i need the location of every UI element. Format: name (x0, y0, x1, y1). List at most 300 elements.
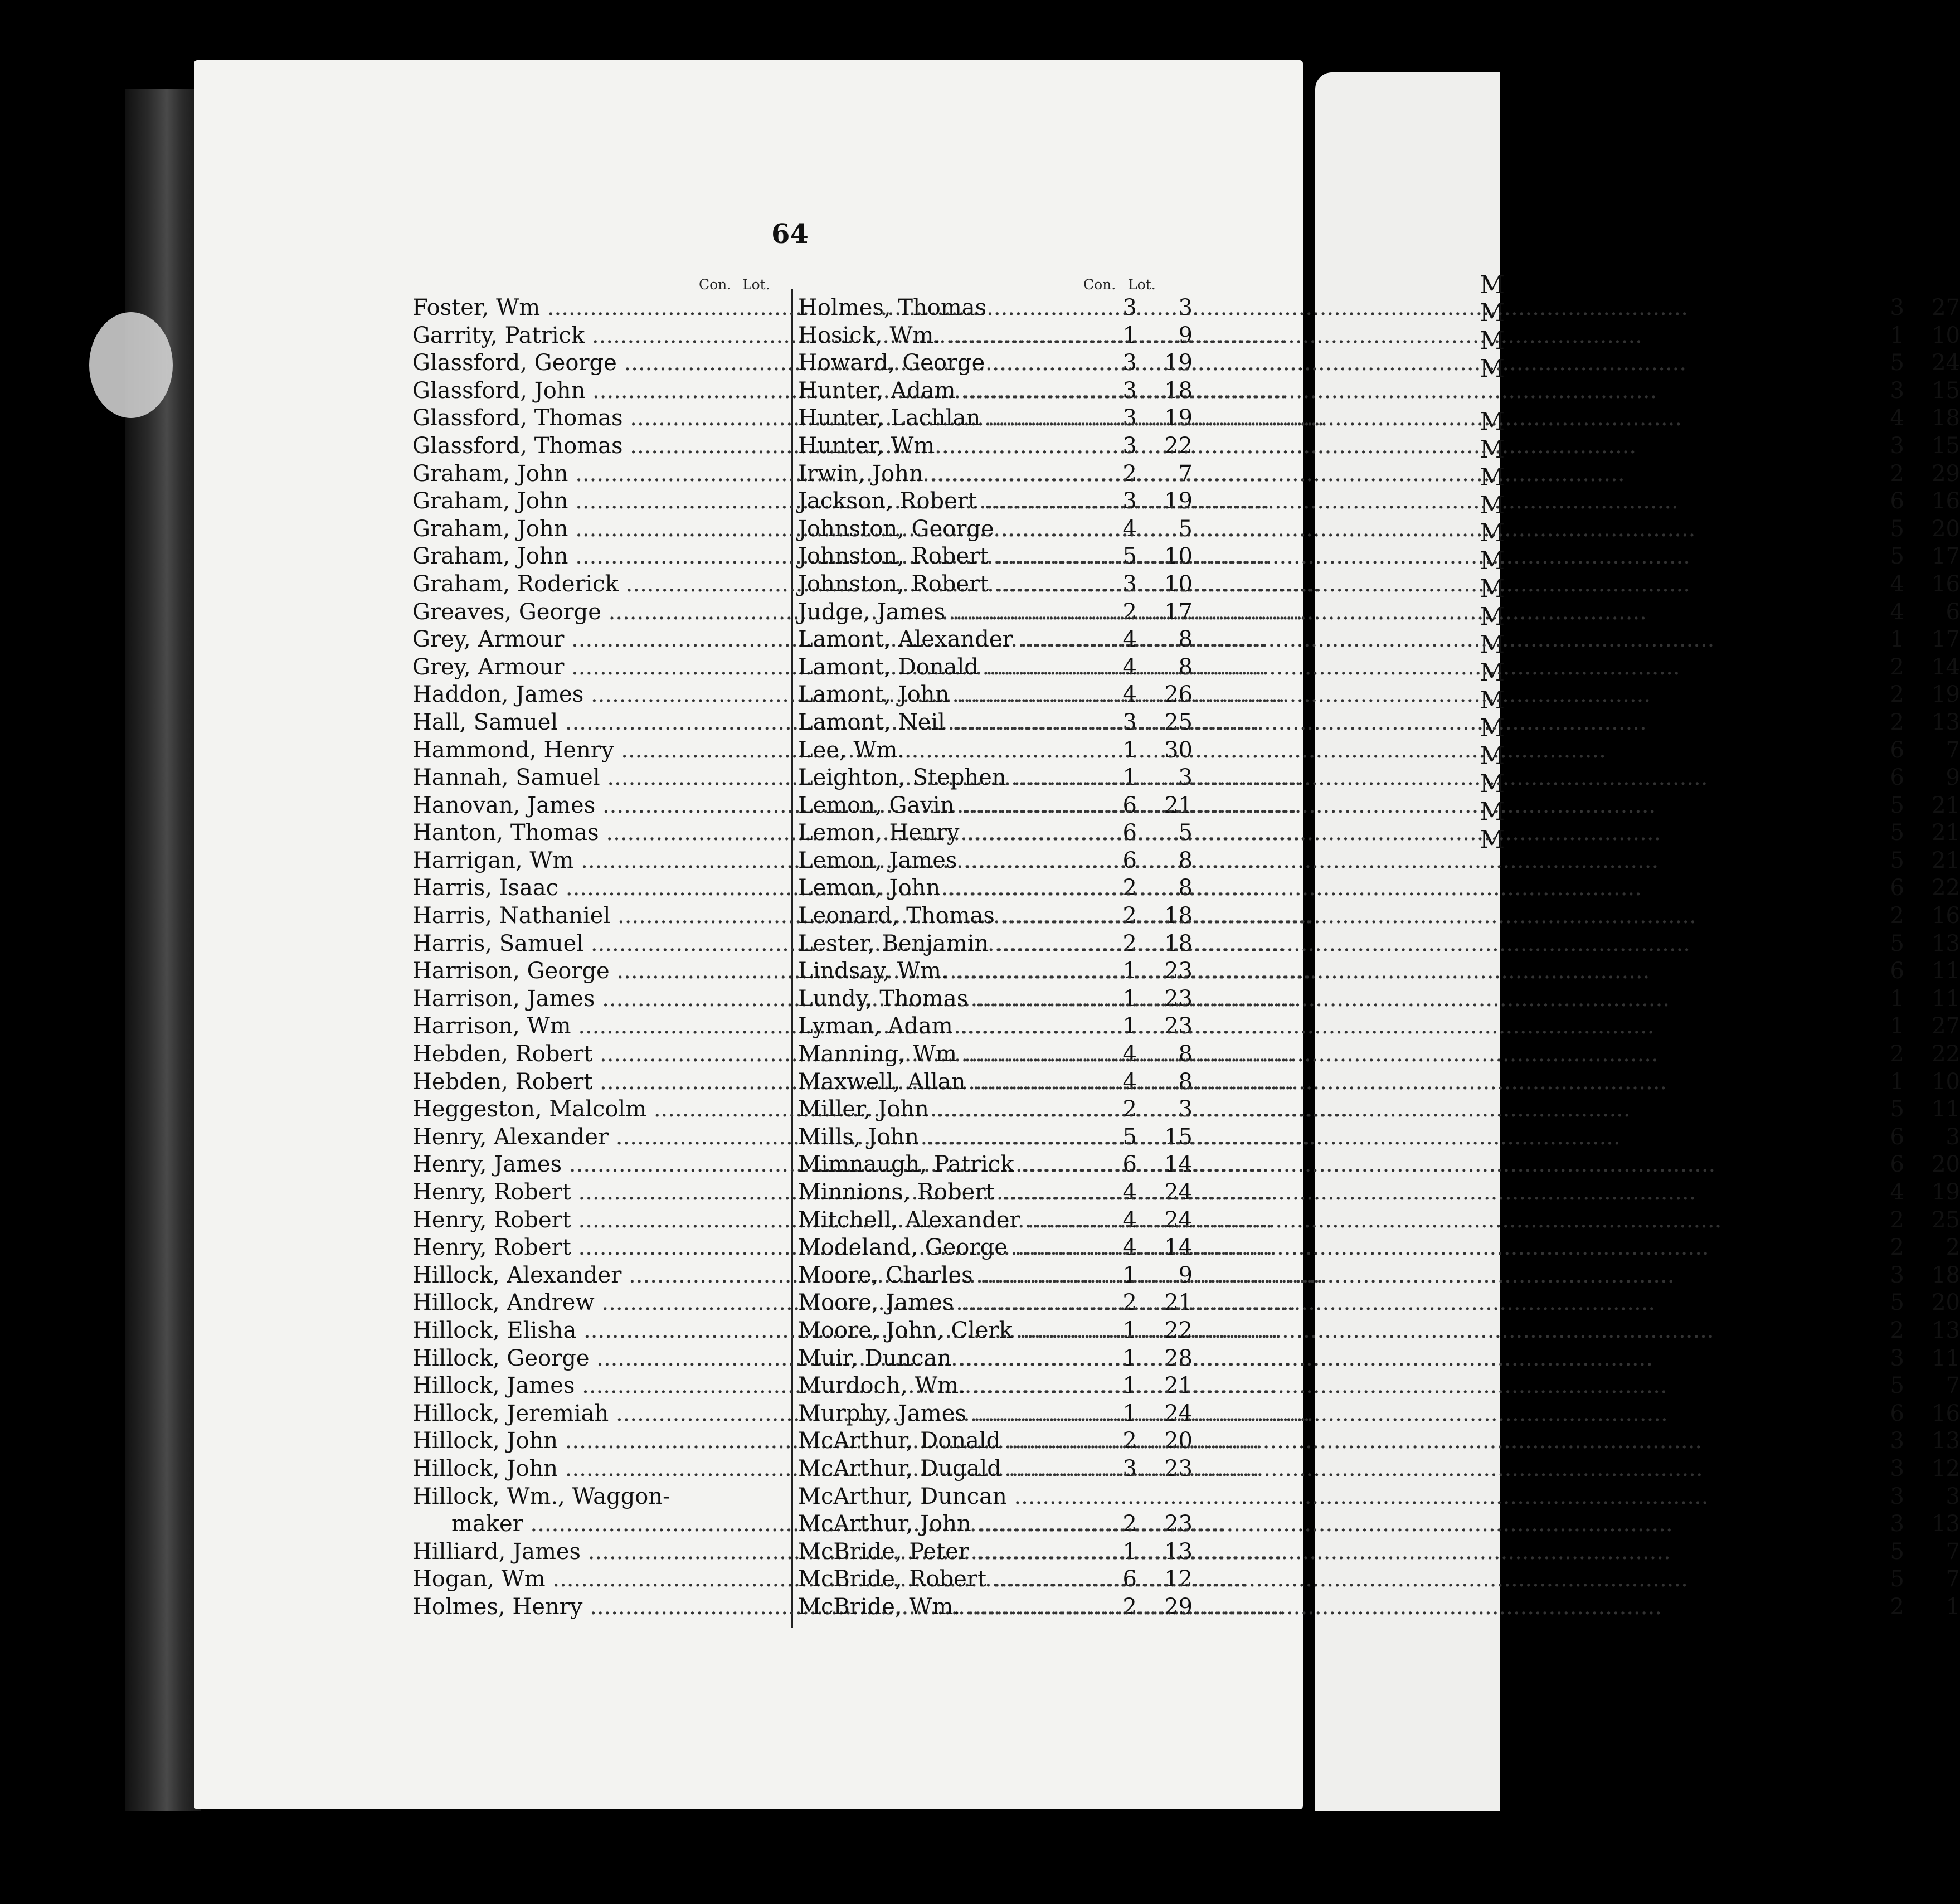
entry-lot: 8 (1178, 875, 1193, 901)
entry-concession: 3 (1122, 433, 1137, 459)
entry-name: Harris, Isaac ..... (412, 875, 680, 902)
facing-page-letter: M (1480, 714, 1505, 742)
entry-lot: 7 (1946, 737, 1960, 763)
entry-name: Holmes, Henry ..... (412, 1594, 680, 1621)
entry-lot: 19 (1164, 405, 1193, 431)
facing-page-letter: M (1480, 658, 1505, 687)
entry-name: Harrison, James ..... (412, 985, 680, 1013)
entry-name: Hillock, Andrew ..... (412, 1289, 680, 1317)
entry-concession: 3 (1122, 377, 1137, 404)
entry-concession: 4 (1890, 599, 1904, 625)
entry-lot: 21 (1932, 847, 1960, 873)
entry-lot: 3 (1178, 1096, 1193, 1123)
facing-page-letter: M (1480, 686, 1505, 715)
entry-name: Henry, Alexander ..... (412, 1124, 680, 1152)
entry-name: Hillock, Elisha ..... (412, 1317, 680, 1345)
entry-lot: 24 (1164, 1400, 1193, 1426)
entry-concession: 4 (1122, 1068, 1137, 1095)
entry-name: Graham, Roderick ..... (412, 571, 680, 599)
entry-concession: 3 (1890, 1345, 1904, 1371)
entry-name: Lemon, James ..... (798, 847, 1066, 875)
entry-lot: 23 (1164, 1455, 1193, 1482)
entry-name: Moore, John, Clerk ..... (798, 1317, 1066, 1345)
entry-lot: 11 (1932, 958, 1960, 984)
entry-name: Howard, George ..... (798, 349, 1066, 377)
entry-name: Murdoch, Wm. ..... (798, 1372, 1066, 1400)
entry-concession: 5 (1890, 930, 1904, 956)
entry-name: Harrison, Wm ..... (412, 1013, 680, 1041)
entry-lot: 16 (1932, 1400, 1960, 1426)
entry-lot: 16 (1932, 488, 1960, 514)
entry-concession: 3 (1122, 350, 1137, 376)
entry-lot: 7 (1178, 460, 1193, 487)
entry-name: Henry, Robert ..... (412, 1179, 680, 1207)
entry-name: Mimnaugh, Patrick ..... (798, 1151, 1066, 1179)
entry-name: McArthur, Duncan ..... (798, 1483, 1066, 1511)
entry-concession: 2 (1890, 654, 1904, 680)
entry-concession: 3 (1122, 571, 1137, 597)
entry-lot: 12 (1164, 1566, 1193, 1592)
entry-concession: 6 (1890, 1152, 1904, 1178)
entry-name: Lester, Benjamin ..... (798, 930, 1066, 958)
entry-name: Moore, Charles ..... (798, 1262, 1066, 1290)
left-con-header: Con. (699, 276, 732, 293)
entry-lot: 21 (1164, 1373, 1193, 1399)
entry-concession: 5 (1890, 543, 1904, 570)
entry-name: Hall, Samuel ..... (412, 709, 680, 737)
entry-name: Harris, Nathaniel ..... (412, 902, 680, 930)
entry-concession: 4 (1890, 1179, 1904, 1205)
entry-lot: 18 (1164, 930, 1193, 956)
entry-lot: 2 (1946, 1235, 1960, 1261)
facing-page-letter: M (1480, 519, 1505, 547)
entry-name: Hannah, Samuel ..... (412, 764, 680, 792)
entry-name: Lyman, Adam ..... (798, 1013, 1066, 1041)
entry-name: Glassford, John ..... (412, 377, 680, 405)
entry-concession: 3 (1122, 488, 1137, 514)
entry-concession: 6 (1122, 820, 1137, 846)
entry-concession: 2 (1122, 1594, 1137, 1620)
right-con-header: Con. (1083, 276, 1116, 293)
entry-lot: 19 (1932, 1179, 1960, 1205)
entry-concession: 5 (1122, 543, 1137, 570)
entry-concession: 3 (1890, 1455, 1904, 1482)
entry-lot: 22 (1164, 433, 1193, 459)
entry-lot: 7 (1946, 1566, 1960, 1592)
entry-concession: 2 (1122, 460, 1137, 487)
entry-name: Henry, Robert ..... (412, 1234, 680, 1262)
entry-name: Graham, John ..... (412, 488, 680, 516)
entry-name: Harrigan, Wm ..... (412, 847, 680, 875)
entry-concession: 2 (1890, 1207, 1904, 1233)
entry-concession: 2 (1890, 1235, 1904, 1261)
entry-concession: 4 (1122, 626, 1137, 653)
entry-concession: 5 (1890, 516, 1904, 542)
facing-page-letter: M (1480, 463, 1505, 492)
entry-name: Miller, John ..... (798, 1096, 1066, 1124)
entry-concession: 3 (1890, 1483, 1904, 1509)
entry-name: Lamont, Donald ..... (798, 654, 1066, 682)
entry-name: Harrison, George ..... (412, 958, 680, 985)
entry-lot: 23 (1164, 1511, 1193, 1537)
entry-concession: 2 (1122, 1290, 1137, 1316)
entry-lot: 14 (1164, 1235, 1193, 1261)
entry-concession: 5 (1890, 820, 1904, 846)
entry-name: Glassford, George ..... (412, 349, 680, 377)
entry-concession: 2 (1890, 1317, 1904, 1343)
entry-name: Hillock, Wm., Waggon- (412, 1483, 670, 1509)
entry-concession: 1 (1122, 985, 1137, 1012)
entry-name: Grey, Armour ..... (412, 654, 680, 682)
entry-lot: 22 (1932, 1041, 1960, 1067)
entry-concession: 1 (1122, 1373, 1137, 1399)
entry-concession: 5 (1890, 847, 1904, 873)
entry-name: Lamont, John ..... (798, 681, 1066, 709)
entry-concession: 2 (1890, 903, 1904, 929)
entry-concession: 2 (1122, 930, 1137, 956)
entry-name: Holmes, Thomas ..... (798, 294, 1066, 322)
entry-lot: 3 (1946, 1483, 1960, 1509)
entry-name: Manning, Wm ..... (798, 1041, 1066, 1068)
entry-name: Moore, James ..... (798, 1289, 1066, 1317)
entry-concession: 5 (1890, 350, 1904, 376)
entry-lot: 3 (1946, 1124, 1960, 1150)
entry-name: Hanton, Thomas ..... (412, 819, 680, 847)
entry-concession: 6 (1890, 875, 1904, 901)
entry-name: Hanovan, James ..... (412, 792, 680, 820)
entry-name: Glassford, Thomas ..... (412, 405, 680, 433)
entry-name: Greaves, George ..... (412, 599, 680, 626)
entry-name: Maxwell, Allan ..... (798, 1068, 1066, 1096)
entry-lot: 8 (1178, 1041, 1193, 1067)
entry-lot: 26 (1164, 682, 1193, 708)
entry-concession: 1 (1122, 1400, 1137, 1426)
entry-concession: 1 (1890, 322, 1904, 348)
entry-lot: 8 (1178, 654, 1193, 680)
entry-concession: 3 (1122, 405, 1137, 431)
entry-name: Hebden, Robert ..... (412, 1041, 680, 1068)
entry-concession: 3 (1890, 1511, 1904, 1537)
entry-concession: 4 (1122, 1179, 1137, 1205)
entry-name: Lemon, John ..... (798, 875, 1066, 902)
entry-lot: 15 (1932, 377, 1960, 404)
paper-stain (89, 312, 173, 418)
entry-concession: 5 (1890, 1096, 1904, 1123)
entry-lot: 10 (1932, 322, 1960, 348)
entry-concession: 3 (1890, 433, 1904, 459)
entry-concession: 2 (1122, 1428, 1137, 1454)
entry-lot: 11 (1932, 1096, 1960, 1123)
entry-name: Hogan, Wm ..... (412, 1566, 680, 1594)
entry-lot: 13 (1932, 1511, 1960, 1537)
entry-lot: 9 (1178, 322, 1193, 348)
entry-name: Lee, Wm. ..... (798, 737, 1066, 765)
entry-concession: 4 (1122, 682, 1137, 708)
entry-lot: 13 (1932, 709, 1960, 735)
page-number: 64 (771, 218, 809, 250)
entry-concession: 2 (1122, 599, 1137, 625)
entry-name: Foster, Wm ..... (412, 294, 680, 322)
entry-lot: 18 (1164, 903, 1193, 929)
entry-name: Henry, James ..... (412, 1151, 680, 1179)
entry-name: Mitchell, Alexander ..... (798, 1207, 1066, 1235)
entry-name: McBride, Robert ..... (798, 1566, 1066, 1594)
entry-concession: 1 (1890, 1068, 1904, 1095)
facing-page-letter: M (1480, 770, 1505, 798)
entry-lot: 30 (1164, 737, 1193, 763)
entry-concession: 3 (1890, 377, 1904, 404)
entry-lot: 22 (1164, 1317, 1193, 1343)
facing-page-letter: M (1480, 575, 1505, 603)
entry-lot: 23 (1164, 1013, 1193, 1040)
entry-lot: 10 (1932, 1068, 1960, 1095)
entry-concession: 2 (1890, 1041, 1904, 1067)
entry-lot: 19 (1932, 682, 1960, 708)
entry-name: Lemon, Gavin ..... (798, 792, 1066, 820)
entry-name: Leighton, Stephen ..... (798, 764, 1066, 792)
entry-name: Grey, Armour ..... (412, 626, 680, 654)
entry-name: Hosick, Wm. ..... (798, 322, 1066, 350)
entry-name: Hilliard, James ..... (412, 1538, 680, 1566)
entry-name: Lundy, Thomas ..... (798, 985, 1066, 1013)
entry-concession: 5 (1890, 1566, 1904, 1592)
entry-name: Lamont, Neil ..... (798, 709, 1066, 737)
entry-concession: 1 (1890, 985, 1904, 1012)
entry-name: Graham, John ..... (412, 460, 680, 488)
facing-page-letter: M (1480, 271, 1505, 299)
right-lot-header: Lot. (1128, 276, 1156, 293)
entry-name: Judge, James ..... (798, 599, 1066, 626)
entry-lot: 27 (1932, 1013, 1960, 1040)
facing-page-letter: M (1480, 742, 1505, 770)
entry-name: Leonard, Thomas ..... (798, 902, 1066, 930)
entry-name: Glassford, Thomas ..... (412, 433, 680, 460)
entry-concession: 2 (1890, 460, 1904, 487)
entry-concession: 4 (1890, 571, 1904, 597)
entry-concession: 2 (1890, 682, 1904, 708)
entry-name: Graham, John ..... (412, 543, 680, 571)
entry-concession: 1 (1890, 626, 1904, 653)
entry-name: Murphy, James ..... (798, 1400, 1066, 1428)
facing-page-letter: M (1480, 407, 1505, 436)
entry-concession: 1 (1122, 958, 1137, 984)
facing-page-letter: M (1480, 299, 1505, 327)
entry-lot: 12 (1932, 1455, 1960, 1482)
entry-lot: 29 (1932, 460, 1960, 487)
entry-name: Garrity, Patrick ..... (412, 322, 680, 350)
entry-concession: 6 (1890, 488, 1904, 514)
entry-name: Johnston, Robert ..... (798, 543, 1066, 571)
entry-concession: 6 (1122, 1566, 1137, 1592)
entry-concession: 3 (1890, 1428, 1904, 1454)
entry-concession: 3 (1122, 709, 1137, 735)
entry-name: Irwin, John ..... (798, 460, 1066, 488)
entry-concession: 4 (1122, 1235, 1137, 1261)
facing-page-letter: M (1480, 491, 1505, 519)
entry-lot: 20 (1932, 516, 1960, 542)
entry-lot: 22 (1932, 875, 1960, 901)
facing-page-letter: M (1480, 825, 1505, 854)
entry-name: Hillock, Jeremiah ..... (412, 1400, 680, 1428)
entry-lot: 20 (1932, 1152, 1960, 1178)
entry-name: McArthur, John ..... (798, 1510, 1066, 1538)
entry-lot: 23 (1164, 985, 1193, 1012)
entry-lot: 20 (1932, 1290, 1960, 1316)
entry-lot: 10 (1164, 571, 1193, 597)
entry-name: Jackson, Robert ..... (798, 488, 1066, 516)
entry-concession: 5 (1890, 1373, 1904, 1399)
entry-lot: 21 (1932, 792, 1960, 818)
entry-name: Hillock, George ..... (412, 1345, 680, 1373)
entry-concession: 5 (1122, 1124, 1137, 1150)
entry-lot: 6 (1946, 599, 1960, 625)
entry-concession: 3 (1890, 1262, 1904, 1288)
entry-lot: 20 (1164, 1428, 1193, 1454)
entry-lot: 17 (1932, 626, 1960, 653)
entry-name: Hillock, John ..... (412, 1427, 680, 1455)
entry-lot: 21 (1164, 1290, 1193, 1316)
entry-lot: 16 (1932, 903, 1960, 929)
entry-concession: 1 (1122, 1262, 1137, 1288)
entry-name: Graham, John ..... (412, 516, 680, 543)
entry-lot: 21 (1164, 792, 1193, 818)
entry-lot: 15 (1164, 1124, 1193, 1150)
entry-concession: 4 (1122, 1207, 1137, 1233)
facing-page-letter: M (1480, 630, 1505, 659)
entry-concession: 4 (1122, 1041, 1137, 1067)
entry-lot: 23 (1164, 958, 1193, 984)
entry-name: McBride, Peter ..... (798, 1538, 1066, 1566)
entry-name: Hebden, Robert ..... (412, 1068, 680, 1096)
facing-page-letter: M (1480, 354, 1505, 383)
entry-name: McBride, Wm. ..... (798, 1594, 1066, 1621)
entry-concession: 6 (1890, 765, 1904, 791)
left-lot-header: Lot. (742, 276, 770, 293)
entry-lot: 14 (1932, 654, 1960, 680)
entry-lot: 17 (1164, 599, 1193, 625)
entry-name: Hillock, John ..... (412, 1455, 680, 1483)
entry-concession: 1 (1122, 322, 1137, 348)
entry-name: McArthur, Donald ..... (798, 1427, 1066, 1455)
entry-concession: 6 (1122, 847, 1137, 873)
entry-concession: 2 (1890, 1594, 1904, 1620)
entry-concession: 6 (1890, 958, 1904, 984)
entry-name: Muir, Duncan ..... (798, 1345, 1066, 1373)
entry-name: McArthur, Dugald ..... (798, 1455, 1066, 1483)
entry-lot: 29 (1164, 1594, 1193, 1620)
entry-concession: 2 (1890, 709, 1904, 735)
entry-lot: 25 (1932, 1207, 1960, 1233)
entry-lot: 13 (1932, 930, 1960, 956)
entry-name: Hunter, Wm ..... (798, 433, 1066, 460)
entry-concession: 2 (1122, 903, 1137, 929)
entry-concession: 5 (1890, 1290, 1904, 1316)
entry-concession: 4 (1122, 516, 1137, 542)
entry-lot: 25 (1164, 709, 1193, 735)
entry-concession: 1 (1122, 1013, 1137, 1040)
entry-concession: 2 (1122, 1511, 1137, 1537)
entry-concession: 6 (1890, 1124, 1904, 1150)
entry-lot: 15 (1932, 433, 1960, 459)
entry-concession: 3 (1122, 1455, 1137, 1482)
entry-lot: 18 (1164, 377, 1193, 404)
entry-lot: 28 (1164, 1345, 1193, 1371)
entry-name: Harris, Samuel ..... (412, 930, 680, 958)
entry-name: Minnions, Robert ..... (798, 1179, 1066, 1207)
entry-name: Johnston, George ..... (798, 516, 1066, 543)
entry-name: Hunter, Adam ..... (798, 377, 1066, 405)
facing-page-letter: M (1480, 547, 1505, 575)
entry-lot: 8 (1178, 847, 1193, 873)
entry-name: Hillock, Alexander ..... (412, 1262, 680, 1290)
entry-lot: 14 (1164, 1152, 1193, 1178)
entry-name: Hammond, Henry ..... (412, 737, 680, 765)
facing-page-letter: M (1480, 603, 1505, 631)
entry-name: maker ..... (451, 1510, 719, 1538)
entry-lot: 11 (1932, 985, 1960, 1012)
entry-name: Hillock, James ..... (412, 1372, 680, 1400)
entry-lot: 17 (1932, 543, 1960, 570)
entry-lot: 5 (1178, 516, 1193, 542)
entry-name: Lindsay, Wm. ..... (798, 958, 1066, 985)
entry-concession: 1 (1122, 1538, 1137, 1565)
entry-name: Haddon, James ..... (412, 681, 680, 709)
entry-lot: 19 (1164, 488, 1193, 514)
entry-concession: 3 (1122, 295, 1137, 320)
facing-page-letter: M (1480, 435, 1505, 464)
entry-lot: 5 (1178, 820, 1193, 846)
entry-lot: 7 (1946, 1373, 1960, 1399)
entry-name: Lamont, Alexander ..... (798, 626, 1066, 654)
entry-name: Henry, Robert ..... (412, 1207, 680, 1235)
entry-concession: 1 (1122, 1345, 1137, 1371)
entry-lot: 18 (1932, 1262, 1960, 1288)
entry-lot: 7 (1946, 1538, 1960, 1565)
entry-concession: 5 (1890, 1538, 1904, 1565)
entry-name: Lemon, Henry ..... (798, 819, 1066, 847)
entry-concession: 1 (1122, 1317, 1137, 1343)
entry-lot: 3 (1178, 295, 1193, 320)
entry-lot: 16 (1932, 571, 1960, 597)
entry-lot: 9 (1946, 765, 1960, 791)
entry-concession: 4 (1122, 654, 1137, 680)
entry-concession: 6 (1890, 737, 1904, 763)
entry-name: Heggeston, Malcolm ..... (412, 1096, 680, 1124)
entry-name: Mills, John ..... (798, 1124, 1066, 1152)
entry-concession: 1 (1122, 765, 1137, 791)
entry-concession: 6 (1122, 1152, 1137, 1178)
facing-page-letter: M (1480, 798, 1505, 826)
entry-lot: 13 (1164, 1538, 1193, 1565)
entry-concession: 6 (1890, 1400, 1904, 1426)
entry-lot: 24 (1164, 1179, 1193, 1205)
entry-name: Modeland, George ..... (798, 1234, 1066, 1262)
entry-lot: 27 (1932, 295, 1960, 320)
entry-concession: 2 (1122, 875, 1137, 901)
entry-concession: 3 (1890, 295, 1904, 320)
facing-page-letter: M (1480, 327, 1505, 355)
entry-concession: 6 (1122, 792, 1137, 818)
entry-lot: 11 (1932, 1345, 1960, 1371)
entry-name: Hunter, Lachlan ..... (798, 405, 1066, 433)
entry-concession: 5 (1890, 792, 1904, 818)
entry-lot: 8 (1178, 1068, 1193, 1095)
entry-lot: 18 (1932, 405, 1960, 431)
entry-concession: 1 (1122, 737, 1137, 763)
entry-concession: 1 (1890, 1013, 1904, 1040)
entry-lot: 9 (1178, 1262, 1193, 1288)
entry-lot: 1 (1946, 1594, 1960, 1620)
